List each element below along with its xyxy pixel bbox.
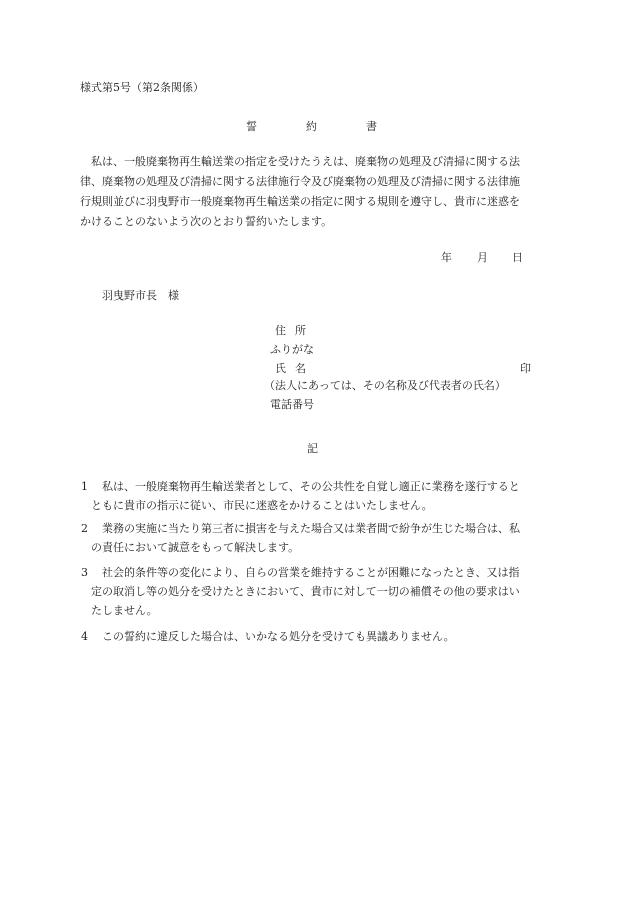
- date-line: [0, 251, 630, 265]
- name-label: [0, 362, 630, 376]
- furigana-label: ふりがな: [270, 343, 314, 356]
- item-number: 2: [81, 522, 88, 535]
- item-line: たしません。: [91, 604, 158, 617]
- name-label-char: 名: [295, 362, 306, 375]
- intro-line: 私は、一般廃棄物再生輸送業の指定を受けたうえは、廃棄物の処理及び清掃に関する法: [91, 155, 520, 168]
- seal-mark: 印: [520, 362, 531, 375]
- date-month: 月: [477, 251, 488, 264]
- intro-line: 律、廃棄物の処理及び清掃に関する法律施行令及び廃棄物の処理及び清掃に関する法律施: [80, 175, 520, 188]
- item-line: この誓約に違反した場合は、いかなる処分を受けても異議ありません。: [102, 630, 455, 643]
- item-number: 1: [81, 480, 88, 493]
- form-number: 様式第5号（第2条関係）: [80, 81, 204, 94]
- title-char-3: 書: [366, 120, 377, 133]
- title-char-1: 誓: [246, 120, 257, 133]
- item-line: ともに貴市の指示に従い、市民に迷惑をかけることはいたしません。: [91, 499, 433, 512]
- addressee: 羽曳野市長 様: [102, 289, 179, 302]
- date-year: 年: [441, 251, 452, 264]
- address-label-char: 住: [275, 324, 286, 337]
- intro-line: 行規則並びに羽曳野市一般廃棄物再生輸送業の指定に関する規則を遵守し、貴市に迷惑を: [80, 195, 520, 208]
- name-label-char: 氏: [275, 362, 286, 375]
- item-line: 私は、一般廃棄物再生輸送業者として、その公共性を自覚し適正に業務を遂行すると: [102, 480, 520, 493]
- item-line: 社会的条件等の変化により、自らの営業を維持することが困難になったとき、又は指: [102, 566, 520, 579]
- ki-heading: 記: [307, 442, 318, 455]
- document-title: [0, 120, 630, 134]
- item-line: 業務の実施に当たり第三者に損害を与えた場合又は業者間で紛争が生じた場合は、私: [102, 522, 520, 535]
- item-line: の責任において誠意をもって解決します。: [91, 541, 300, 554]
- item-number: 3: [81, 566, 88, 579]
- item-number: 4: [81, 630, 88, 643]
- address-label: [0, 324, 630, 338]
- intro-line: かけることのないよう次のとおり誓約いたします。: [80, 215, 333, 228]
- date-day: 日: [512, 251, 523, 264]
- corporate-note: （法人にあっては、その名称及び代表者の氏名）: [264, 379, 506, 392]
- title-char-2: 約: [306, 120, 317, 133]
- address-label-char: 所: [295, 324, 306, 337]
- item-line: 定の取消し等の処分を受けたときにおいて、貴市に対して一切の補償その他の要求はい: [91, 585, 520, 598]
- phone-label: 電話番号: [270, 398, 314, 411]
